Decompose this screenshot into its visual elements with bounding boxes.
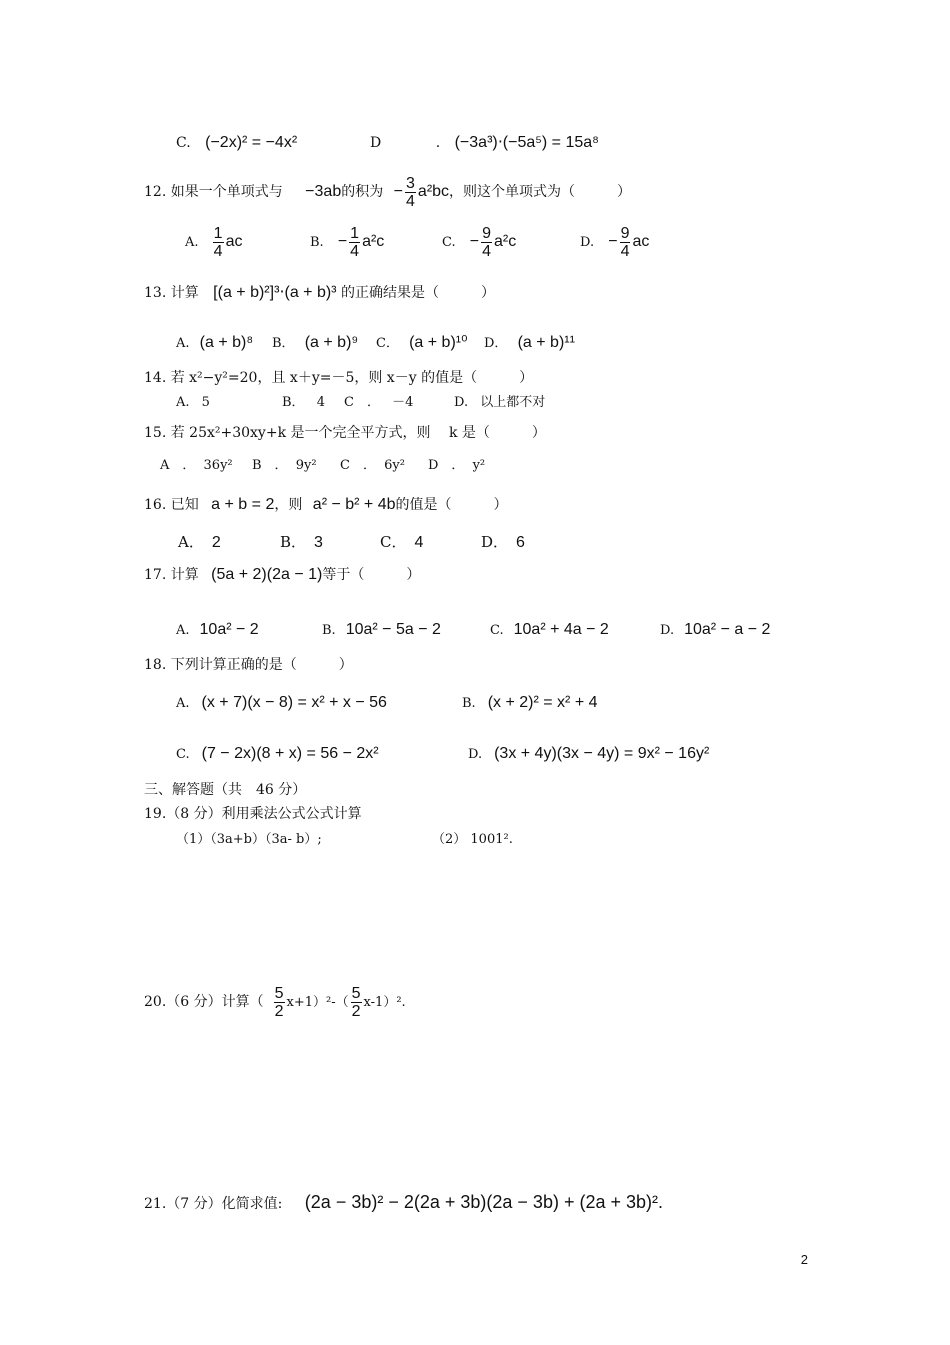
fraction: $\frac{5}{2}$ bbox=[274, 984, 284, 1020]
q18-option-b: B. (x + 2)² = x² + 4 bbox=[462, 694, 598, 711]
q12-option-a: A. $\frac{1}{4}$ ac bbox=[185, 225, 243, 260]
q17-option-a: A. 10a² − 2 bbox=[176, 621, 259, 638]
question-text: 已知 bbox=[170, 497, 199, 513]
question-15: 15. 若 25x²+30xy+k 是一个完全平方式，则 k 是（ ） bbox=[144, 425, 546, 441]
question-text: 的正确结果是（ ） bbox=[340, 285, 495, 301]
question-text: ，则 bbox=[274, 497, 303, 513]
q16-option-a: A． 2 bbox=[178, 533, 221, 551]
q19-part-2: （2） 1001². bbox=[432, 832, 513, 847]
q18-option-a: A. (x + 7)(x − 8) = x² + x − 56 bbox=[176, 694, 387, 711]
q15-option-d: D ． y² bbox=[428, 458, 486, 473]
question-text: 如果一个单项式与 bbox=[170, 184, 283, 200]
question-number: 16. bbox=[144, 497, 167, 513]
q15-option-a: A ． 36y² bbox=[160, 458, 233, 473]
question-20 bbox=[144, 982, 406, 1023]
fraction: $\frac{5}{2}$ bbox=[351, 984, 361, 1020]
q19-part-1: （1）（3a+b）（3a- b）; bbox=[176, 832, 322, 847]
q16-option-c: C． 4 bbox=[380, 533, 424, 551]
q16-option-d: D． 6 bbox=[481, 533, 525, 551]
q12-option-c: C. − $\frac{9}{4}$ a²c bbox=[442, 225, 517, 260]
math-expression: a² − b² + 4b bbox=[312, 496, 396, 513]
math-expression: −3ab bbox=[305, 183, 342, 200]
question-text: 计算 bbox=[170, 567, 199, 583]
question-text: x-1）². bbox=[363, 995, 406, 1010]
question-number: 17. bbox=[144, 567, 167, 583]
math-expression: [(a + b)²]³⋅(a + b)³ bbox=[213, 284, 337, 301]
q16-option-b: B． 3 bbox=[280, 533, 323, 551]
math-expression: a²bc bbox=[417, 183, 450, 200]
math-expression: (−2x)² = −4x² bbox=[205, 134, 298, 151]
question-text: x+1）²-（ bbox=[286, 995, 349, 1010]
q13-option-b: B． (a + b)⁹ bbox=[272, 334, 359, 351]
question-text: 的值是（ ） bbox=[395, 497, 508, 513]
fraction: $\frac{3}{4}$ bbox=[406, 174, 415, 210]
q11-option-d bbox=[370, 133, 599, 153]
q13-option-a: A. (a + b)⁸ bbox=[176, 334, 254, 351]
question-text: 等于（ ） bbox=[322, 567, 421, 583]
option-label: D bbox=[370, 135, 382, 151]
question-13 bbox=[144, 283, 495, 303]
option-label: C. bbox=[176, 135, 191, 151]
q11-option-c bbox=[176, 133, 297, 153]
math-expression: (−3a³)⋅(−5a⁵) = 15a⁸ bbox=[454, 134, 599, 151]
q12-option-b: B. − $\frac{1}{4}$ a²c bbox=[310, 225, 385, 260]
question-text: 计算 bbox=[170, 285, 199, 301]
q15-option-b: B ． 9y² bbox=[252, 458, 317, 473]
question-17 bbox=[144, 565, 420, 585]
question-14: 14. 若 x²−y²=20，且 x＋y=－5，则 x－y 的值是（ ） bbox=[144, 370, 534, 386]
q14-option-a: A. 5 bbox=[176, 395, 210, 410]
section-title: 三、解答题（共 46 分） bbox=[144, 782, 307, 798]
q13-option-c: C． (a + b)¹⁰ bbox=[376, 334, 468, 351]
math-expression: (2a − 3b)² − 2(2a + 3b)(2a − 3b) + (2a + 3b)². bbox=[304, 1192, 664, 1212]
math-expression: (5a + 2)(2a − 1) bbox=[211, 566, 323, 583]
option-dot: . bbox=[435, 135, 441, 151]
q14-option-c: C ． －4 bbox=[344, 395, 414, 410]
q13-option-d: D． (a + b)¹¹ bbox=[484, 334, 575, 351]
q17-option-b: B. 10a² − 5a − 2 bbox=[322, 621, 441, 638]
q17-option-d: D. 10a² − a − 2 bbox=[660, 621, 771, 638]
q14-option-b: B． 4 bbox=[282, 395, 325, 410]
q14-option-d: D. 以上都不对 bbox=[454, 395, 546, 410]
q18-option-d: D. (3x + 4y)(3x − 4y) = 9x² − 16y² bbox=[468, 745, 710, 762]
question-number: 13. bbox=[144, 285, 167, 301]
q18-option-c: C. (7 − 2x)(8 + x) = 56 − 2x² bbox=[176, 745, 379, 762]
question-12: 12. 如果一个单项式与 −3ab的积为 − $\frac{3}{4}$ a²bc，则这个单项式为（ ） bbox=[144, 174, 632, 210]
question-18: 18. 下列计算正确的是（ ） bbox=[144, 657, 353, 673]
question-number: 12. bbox=[144, 184, 167, 200]
question-19: 19.（8 分）利用乘法公式公式计算 bbox=[144, 806, 362, 822]
question-text: 20.（6 分）计算（ bbox=[144, 994, 264, 1010]
page-number: 2 bbox=[800, 1252, 808, 1267]
question-text: 21.（7 分）化简求值: bbox=[144, 1196, 283, 1212]
question-21 bbox=[144, 1192, 663, 1214]
q17-option-c: C. 10a² + 4a − 2 bbox=[490, 621, 609, 638]
question-16 bbox=[144, 495, 508, 515]
question-text: 的积为 bbox=[341, 184, 384, 200]
math-expression: a + b = 2 bbox=[211, 496, 275, 513]
question-text: ，则这个单项式为（ ） bbox=[449, 184, 632, 200]
q12-option-d: D. − $\frac{9}{4}$ ac bbox=[580, 225, 650, 260]
q15-option-c: C ． 6y² bbox=[340, 458, 405, 473]
